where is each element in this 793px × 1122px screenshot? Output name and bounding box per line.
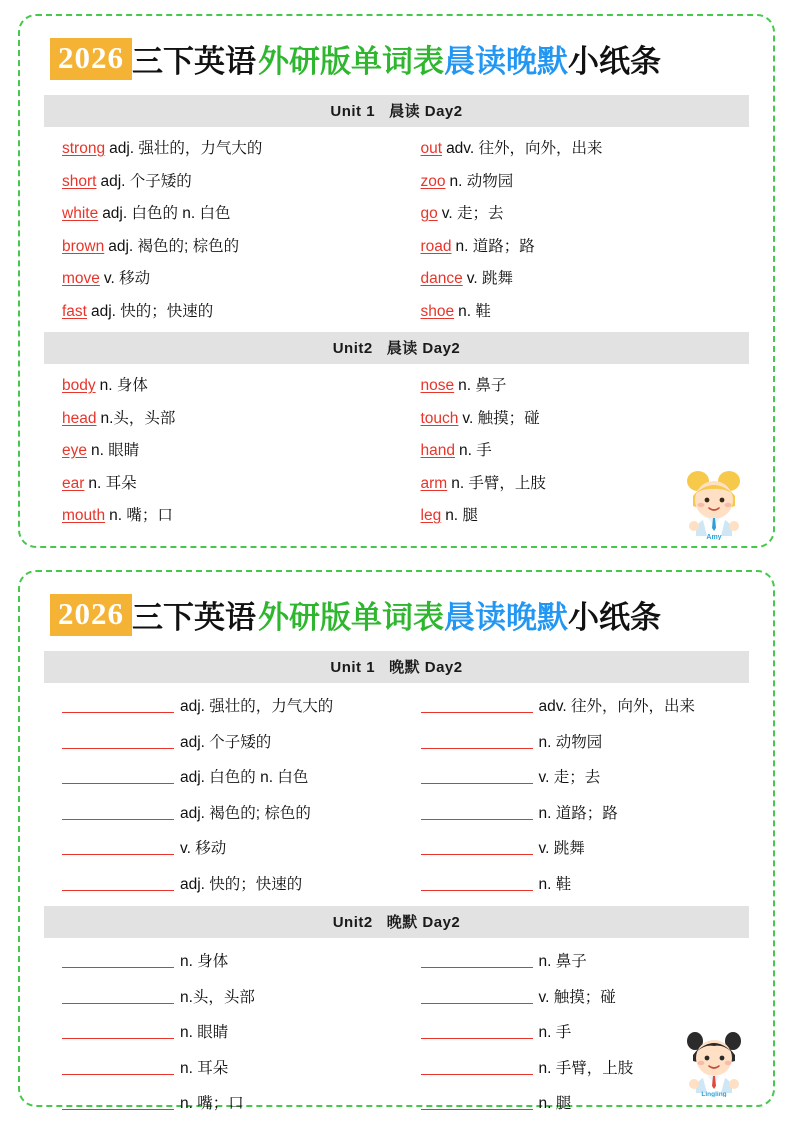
word-def: adj. 快的；快速的: [180, 875, 303, 893]
unit-label: Unit2: [332, 340, 373, 357]
word-entry: [62, 198, 397, 231]
word-def: n. 嘴；口: [180, 1095, 244, 1112]
word-term: short: [62, 172, 97, 190]
answer-blank[interactable]: [62, 953, 174, 968]
word-def: n. 耳朵: [180, 1059, 229, 1077]
dictation-entry[interactable]: [62, 980, 397, 1016]
answer-blank[interactable]: [421, 840, 533, 855]
word-term: ear: [62, 474, 85, 492]
dictation-entry[interactable]: [421, 689, 750, 725]
worksheet-card-morning: [18, 14, 775, 548]
word-entry: [62, 500, 397, 533]
answer-blank[interactable]: [62, 1095, 174, 1110]
answer-blank[interactable]: [62, 734, 174, 749]
word-def: adj. 白色的 n. 白色: [180, 769, 309, 786]
word-term: head: [62, 409, 97, 427]
unit-header-4: [44, 906, 749, 938]
dictation-column-right: [397, 689, 750, 902]
word-term: hand: [420, 442, 455, 459]
word-def: n.头，头部: [100, 409, 176, 427]
title-grade: 三下英语: [132, 44, 256, 79]
answer-blank[interactable]: [421, 698, 533, 713]
word-def: n. 手臂，上肢: [451, 474, 546, 492]
word-term: out: [420, 140, 443, 157]
word-entry: [421, 370, 750, 403]
answer-blank[interactable]: [421, 734, 533, 749]
word-def: n. 道路；路: [455, 237, 535, 255]
character-lingling-illustration: [677, 1019, 751, 1097]
dictation-columns-2: [40, 944, 753, 1122]
answer-blank[interactable]: [421, 1095, 533, 1110]
dictation-entry[interactable]: [421, 867, 750, 903]
word-def: adj. 强壮的，力气大的: [109, 140, 263, 157]
word-entry: [62, 231, 397, 264]
word-entry: [62, 468, 397, 501]
word-term: white: [62, 205, 99, 222]
word-term: nose: [420, 377, 455, 394]
word-def: n. 道路；路: [538, 804, 618, 822]
answer-blank[interactable]: [62, 989, 174, 1004]
word-def: n.头，头部: [180, 988, 255, 1006]
answer-blank[interactable]: [421, 769, 533, 784]
word-def: adj. 白色的 n. 白色: [102, 205, 231, 222]
word-def: n. 鞋: [458, 302, 491, 320]
dictation-entry[interactable]: [62, 689, 397, 725]
title-grade: 三下英语: [132, 600, 256, 635]
word-entry: [421, 263, 750, 296]
word-def: n. 鼻子: [538, 953, 587, 970]
dictation-entry[interactable]: [62, 1086, 397, 1122]
dictation-column-left: [44, 944, 397, 1122]
title-suffix: 小纸条: [568, 600, 661, 635]
word-def: adj. 快的；快速的: [90, 302, 214, 320]
unit-label: Unit 1: [330, 103, 376, 120]
word-def: adv. 往外，向外，出来: [538, 698, 695, 715]
word-def: n. 鞋: [538, 875, 572, 893]
word-def: adj. 个子矮的: [100, 172, 192, 190]
word-term: zoo: [420, 172, 446, 190]
answer-blank[interactable]: [421, 805, 533, 820]
word-def: v. 移动: [103, 270, 151, 287]
word-term: strong: [62, 140, 106, 157]
dictation-entry[interactable]: [62, 796, 397, 832]
word-entry: [421, 296, 750, 329]
word-term: eye: [62, 442, 87, 459]
word-def: n. 身体: [99, 377, 148, 394]
word-term: mouth: [62, 507, 106, 524]
dictation-entry[interactable]: [421, 831, 750, 867]
unit-header-3: [44, 651, 749, 683]
unit-label: Unit2: [332, 914, 373, 931]
word-def: n. 眼睛: [180, 1024, 229, 1041]
word-def: n. 眼睛: [91, 442, 140, 459]
word-term: touch: [420, 409, 459, 427]
answer-blank[interactable]: [421, 1024, 533, 1039]
word-def: n. 动物园: [449, 172, 514, 190]
title-publisher: 外研版单词表: [258, 44, 444, 79]
answer-blank[interactable]: [421, 953, 533, 968]
answer-blank[interactable]: [421, 876, 533, 891]
word-column-left: [44, 370, 397, 533]
mode-label: 晨读: [386, 340, 418, 357]
word-entry: [62, 403, 397, 436]
title-mode: 晨读晚默: [444, 600, 568, 635]
answer-blank[interactable]: [421, 989, 533, 1004]
character-name-label: Amy: [706, 534, 722, 540]
answer-blank[interactable]: [62, 1060, 174, 1075]
word-def: n. 耳朵: [88, 474, 137, 492]
word-entry: [421, 166, 750, 199]
character-name-label: Lingling: [701, 1091, 727, 1097]
card-title-morning: [40, 30, 753, 91]
mode-label: 晚默: [389, 659, 421, 676]
word-term: move: [62, 270, 100, 287]
word-columns-2: [40, 370, 753, 533]
title-year: 2026: [50, 38, 132, 80]
word-column-left: [44, 133, 397, 328]
word-def: n. 手: [458, 442, 492, 459]
answer-blank[interactable]: [62, 805, 174, 820]
word-def: n. 腿: [538, 1095, 572, 1112]
word-term: road: [420, 237, 452, 255]
word-def: v. 触摸；碰: [538, 988, 616, 1006]
day-label: Day2: [422, 340, 461, 357]
word-def: adj. 个子矮的: [180, 733, 272, 751]
unit-label: Unit 1: [330, 659, 376, 676]
dictation-entry[interactable]: [421, 980, 750, 1016]
word-entry: [421, 133, 750, 166]
day-label: Day2: [424, 103, 463, 120]
answer-blank[interactable]: [62, 698, 174, 713]
word-def: adv. 往外，向外，出来: [446, 140, 603, 157]
answer-blank[interactable]: [62, 876, 174, 891]
word-def: v. 跳舞: [538, 840, 585, 857]
worksheet-card-dictation: [18, 570, 775, 1112]
word-def: v. 跳舞: [466, 270, 513, 287]
word-term: shoe: [420, 302, 455, 320]
dictation-column-left: [44, 689, 397, 902]
word-entry: [421, 198, 750, 231]
dictation-entry[interactable]: [62, 831, 397, 867]
title-mode: 晨读晚默: [444, 44, 568, 79]
word-def: n. 身体: [180, 953, 229, 970]
dictation-entry[interactable]: [421, 725, 750, 761]
answer-blank[interactable]: [421, 1060, 533, 1075]
word-def: v. 走；去: [441, 205, 504, 222]
mode-label: 晨读: [389, 103, 421, 120]
dictation-entry[interactable]: [62, 1051, 397, 1087]
answer-blank[interactable]: [62, 1024, 174, 1039]
answer-blank[interactable]: [62, 840, 174, 855]
word-term: dance: [420, 270, 463, 287]
word-column-right: [397, 133, 750, 328]
day-label: Day2: [424, 659, 463, 676]
title-suffix: 小纸条: [568, 44, 661, 79]
word-entry: [62, 133, 397, 166]
title-year: 2026: [50, 594, 132, 636]
word-def: n. 鼻子: [458, 377, 507, 394]
word-entry: [62, 263, 397, 296]
dictation-entry[interactable]: [62, 760, 397, 796]
word-def: v. 移动: [180, 840, 227, 857]
character-amy-illustration: [677, 462, 751, 540]
word-entry: [62, 370, 397, 403]
dictation-entry[interactable]: [62, 867, 397, 903]
word-def: n. 动物园: [538, 733, 603, 751]
card-title-dictation: [40, 586, 753, 647]
word-def: v. 触摸；碰: [462, 409, 540, 427]
word-term: leg: [420, 507, 442, 524]
dictation-entry[interactable]: [421, 796, 750, 832]
word-def: adj. 强壮的，力气大的: [180, 698, 334, 715]
word-def: adj. 褐色的; 棕色的: [108, 237, 240, 255]
word-term: body: [62, 377, 96, 394]
dictation-columns-1: [40, 689, 753, 902]
unit-header-1: [44, 95, 749, 127]
dictation-entry[interactable]: [62, 944, 397, 980]
word-entry: [421, 403, 750, 436]
dictation-entry[interactable]: [62, 1015, 397, 1051]
word-entry: [62, 435, 397, 468]
word-term: arm: [420, 474, 448, 492]
dictation-entry[interactable]: [421, 944, 750, 980]
word-entry: [62, 166, 397, 199]
mode-label: 晚默: [386, 914, 418, 931]
title-publisher: 外研版单词表: [258, 600, 444, 635]
word-def: v. 走；去: [538, 769, 601, 786]
answer-blank[interactable]: [62, 769, 174, 784]
unit-header-2: [44, 332, 749, 364]
word-term: brown: [62, 237, 105, 255]
dictation-entry[interactable]: [62, 725, 397, 761]
word-def: n. 手: [538, 1024, 572, 1041]
day-label: Day2: [422, 914, 461, 931]
word-entry: [421, 231, 750, 264]
word-def: n. 手臂，上肢: [538, 1059, 634, 1077]
word-def: n. 腿: [445, 507, 478, 524]
word-term: fast: [62, 302, 87, 320]
word-def: n. 嘴；口: [109, 507, 173, 524]
dictation-entry[interactable]: [421, 760, 750, 796]
word-term: go: [420, 205, 438, 222]
word-entry: [62, 296, 397, 329]
word-def: adj. 褐色的; 棕色的: [180, 804, 311, 822]
word-columns-1: [40, 133, 753, 328]
